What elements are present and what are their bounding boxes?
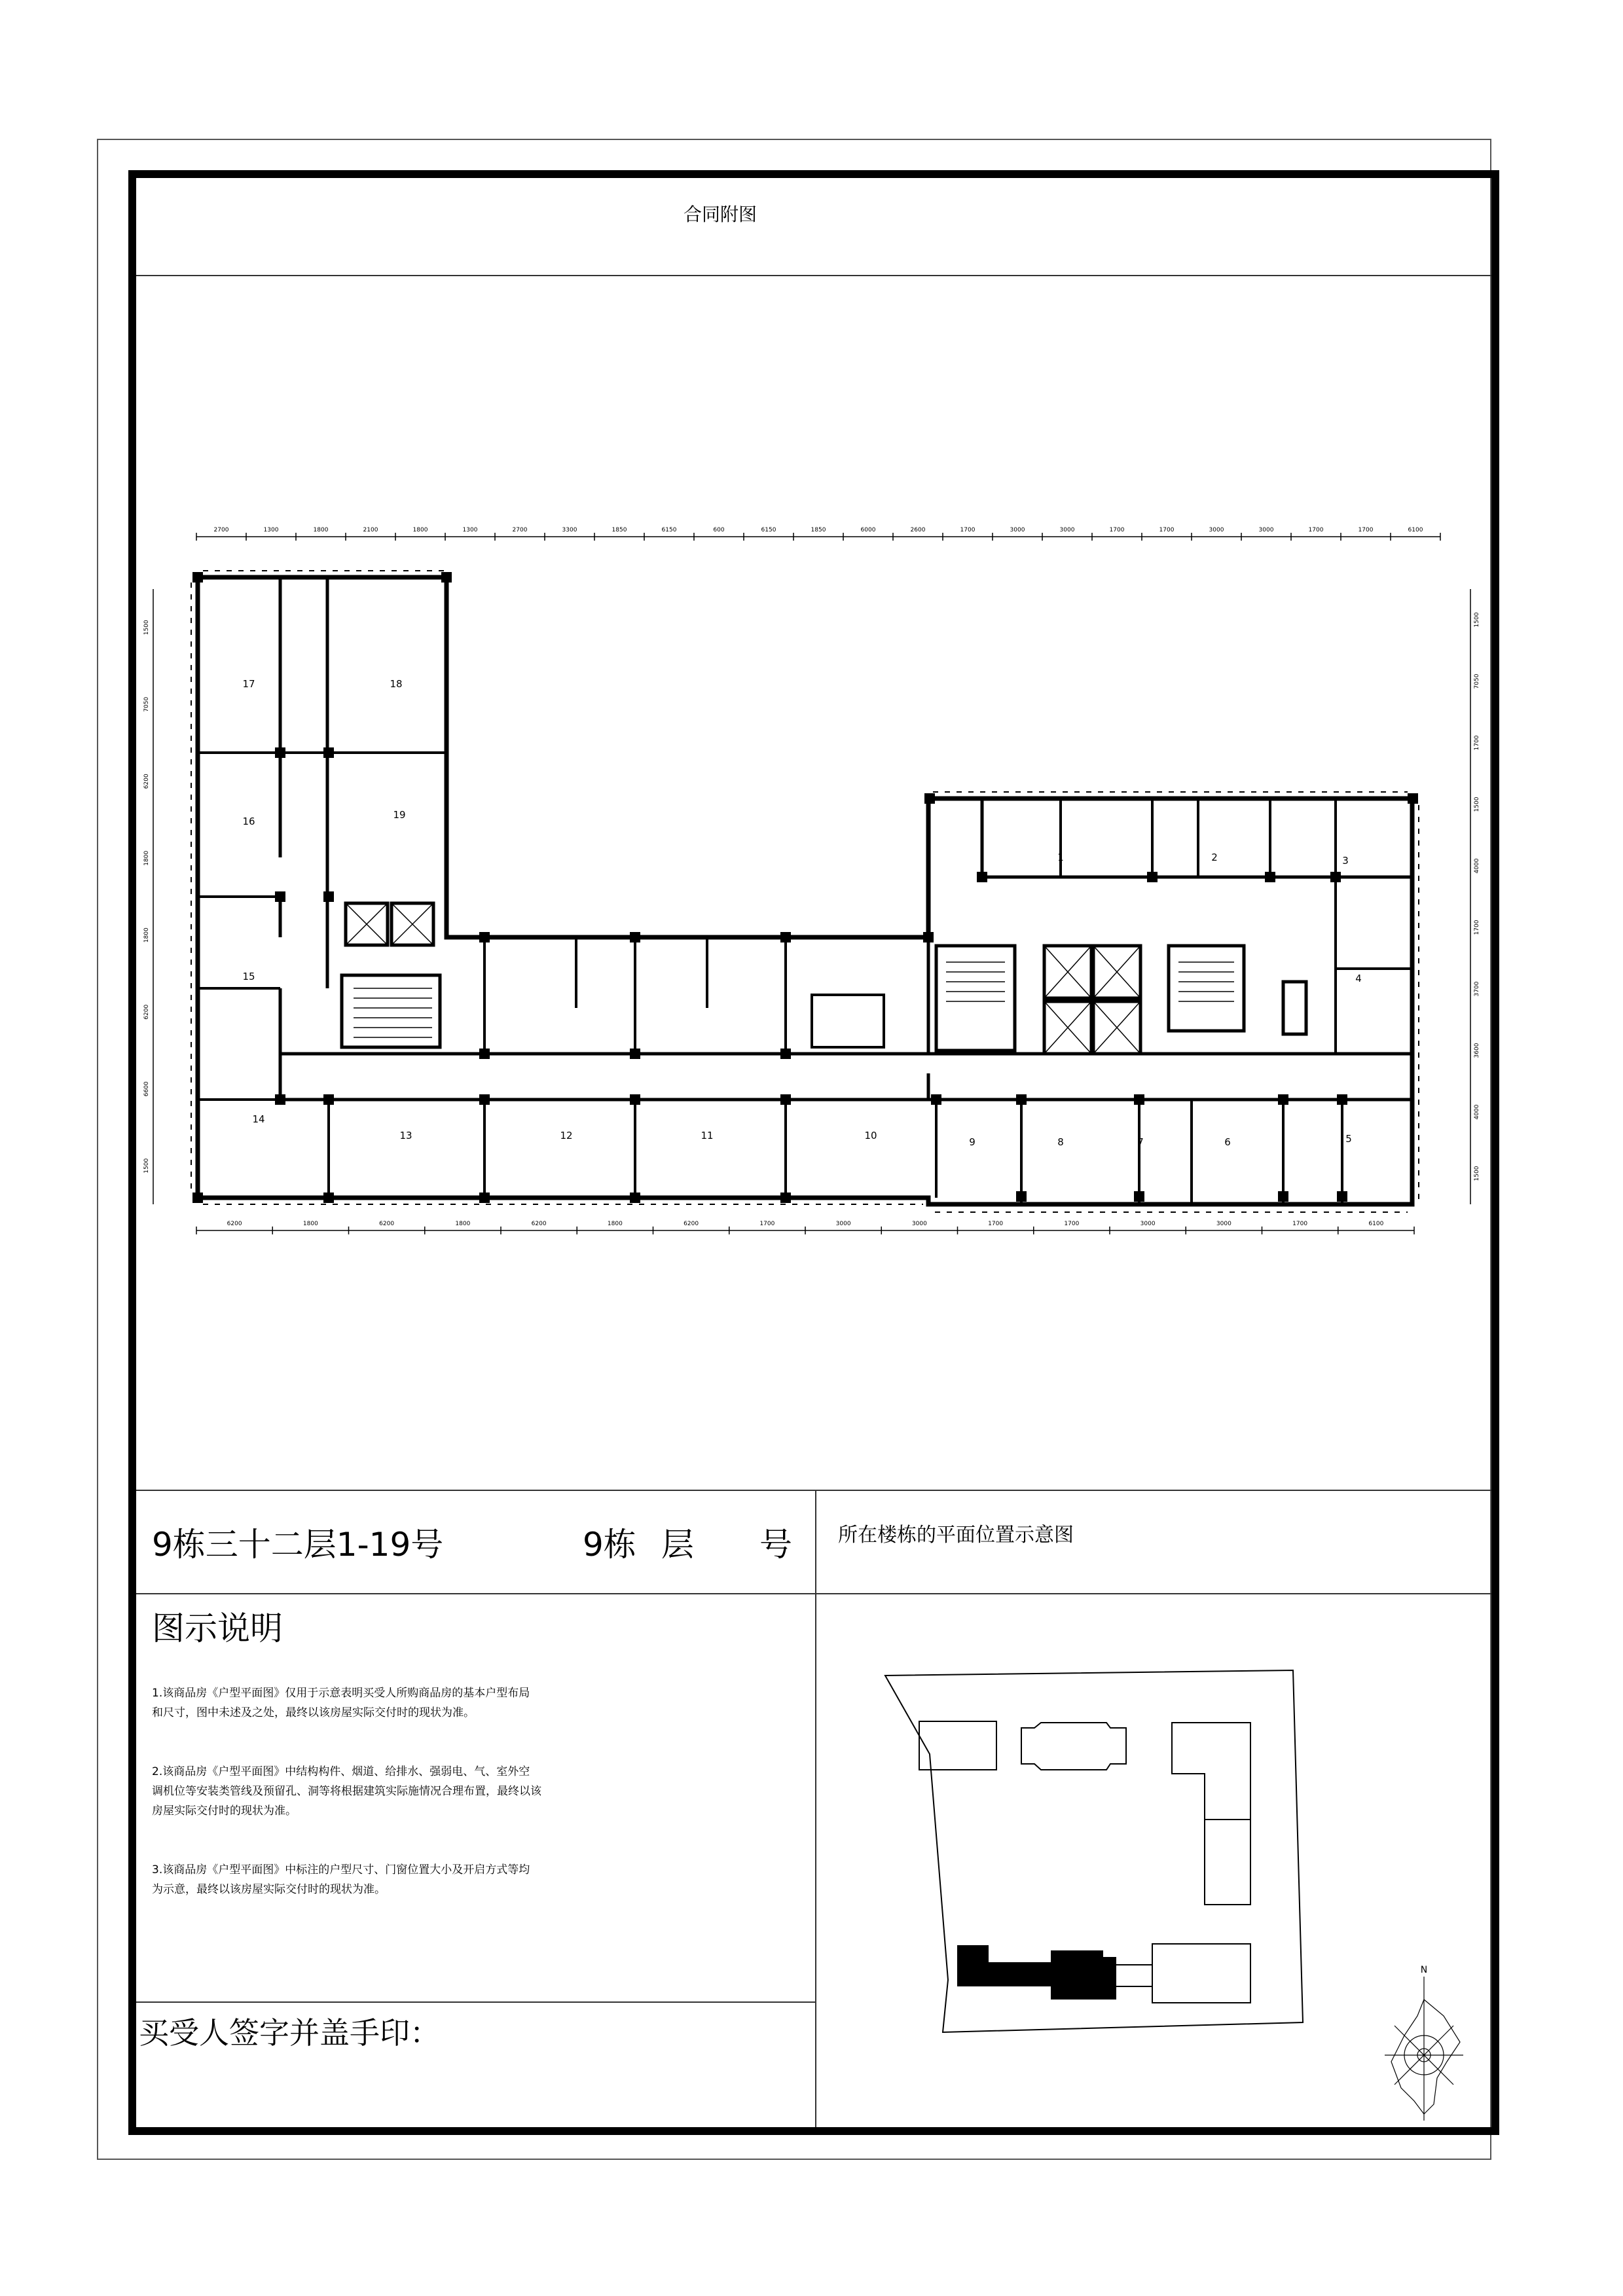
dimension-label: 4000	[1474, 1104, 1480, 1120]
north-label: N	[1420, 1965, 1428, 1975]
dimension-label: 1850	[811, 527, 826, 533]
dimension-label: 6200	[684, 1221, 699, 1227]
notes-block	[152, 1683, 807, 1939]
dimension-label: 1850	[611, 527, 627, 533]
dimension-label: 6200	[379, 1221, 395, 1227]
dimension-label: 3300	[562, 527, 577, 533]
dimension-label: 1300	[263, 527, 279, 533]
dimension-label: 2100	[363, 527, 378, 533]
signature-label: 买受人签字并盖手印：	[139, 2015, 440, 2051]
unit-label: 11	[701, 1130, 714, 1141]
info-column-divider	[815, 1490, 816, 2127]
dimension-label: 3000	[1010, 527, 1025, 533]
header-divider	[136, 275, 1491, 276]
dimension-label: 1500	[1474, 797, 1480, 812]
dimension-label: 3000	[1059, 527, 1075, 533]
note-item	[152, 1683, 807, 1723]
note-item	[152, 1860, 807, 1899]
signature-divider	[136, 2001, 816, 2003]
dimension-label: 6600	[143, 1081, 150, 1097]
north-arrow-icon	[1381, 1964, 1467, 2127]
dimension-label: 3000	[911, 1221, 927, 1227]
dimension-label: 2700	[512, 527, 528, 533]
dimension-label: 6150	[761, 527, 776, 533]
info-mid-divider	[136, 1593, 1491, 1594]
dimension-label: 1500	[143, 1158, 150, 1174]
dimension-label: 6200	[227, 1221, 242, 1227]
dimension-label: 1800	[302, 1221, 318, 1227]
dimension-label: 7050	[143, 696, 150, 712]
dimension-label: 7050	[1474, 673, 1480, 689]
note-line: 调机位等安装类管线及预留孔、洞等将根据建筑实际施情况合理布置，最终以该	[152, 1785, 541, 1798]
dimension-label: 6150	[661, 527, 677, 533]
note-line: 1.该商品房《户型平面图》仅用于示意表明买受人所购商品房的基本户型布局	[152, 1687, 530, 1700]
dimension-label: 1700	[988, 1221, 1004, 1227]
unit-label-text: 9栋三十二层1-19号	[152, 1526, 444, 1564]
dimension-label: 1700	[759, 1221, 775, 1227]
note-line: 2.该商品房《户型平面图》中结构构件、烟道、给排水、强弱电、气、室外空	[152, 1765, 530, 1778]
dimension-label: 3000	[1209, 527, 1224, 533]
unit-label: 12	[560, 1130, 573, 1141]
dimension-label: 4000	[1474, 858, 1480, 874]
dimension-label: 1700	[1159, 527, 1175, 533]
dimension-label: 6200	[531, 1221, 547, 1227]
dimension-label: 1500	[1474, 612, 1480, 628]
unit-label: 14	[252, 1113, 265, 1125]
unit-label: 4	[1355, 973, 1362, 984]
unit-label: 1	[1057, 852, 1064, 863]
dimension-label: 3700	[1474, 981, 1480, 997]
page-title: 合同附图	[683, 204, 757, 225]
unit-label: 6	[1224, 1136, 1231, 1148]
dimension-label: 6200	[143, 1004, 150, 1020]
unit-label: 10	[864, 1130, 877, 1141]
note-line: 为示意，最终以该房屋实际交付时的现状为准。	[152, 1883, 386, 1896]
legend-title: 图示说明	[152, 1609, 283, 1647]
dimension-label: 1700	[1109, 527, 1125, 533]
dimension-label: 6100	[1408, 527, 1423, 533]
dimension-label: 3000	[1258, 527, 1274, 533]
unit-label: 5	[1345, 1133, 1352, 1145]
dimension-label: 1500	[143, 620, 150, 636]
note-line: 3.该商品房《户型平面图》中标注的户型尺寸、门窗位置大小及开启方式等均	[152, 1863, 530, 1876]
unit-label: 2	[1211, 852, 1218, 863]
dimension-label: 1800	[455, 1221, 471, 1227]
note-line: 和尺寸，图中未述及之处，最终以该房屋实际交付时的现状为准。	[152, 1706, 475, 1719]
dimension-label: 1700	[1308, 527, 1324, 533]
dimension-label: 600	[713, 527, 725, 533]
dimension-label: 3600	[1474, 1043, 1480, 1058]
unit-label: 17	[242, 678, 255, 690]
unit-label: 15	[242, 971, 255, 982]
dimension-label: 3000	[1140, 1221, 1156, 1227]
dimension-label: 1700	[1292, 1221, 1308, 1227]
dimension-label: 1800	[412, 527, 428, 533]
unit-label: 9	[969, 1136, 976, 1148]
dimension-label: 1700	[1064, 1221, 1080, 1227]
unit-label: 19	[393, 809, 406, 821]
dimension-label: 1800	[607, 1221, 623, 1227]
note-item	[152, 1762, 807, 1821]
dimension-label: 1800	[143, 927, 150, 943]
unit-label: 3	[1342, 855, 1349, 867]
note-line: 房屋实际交付时的现状为准。	[152, 1804, 297, 1818]
floor-label: 层	[661, 1526, 694, 1564]
dimension-label: 2700	[213, 527, 229, 533]
dimension-label: 1500	[1474, 1166, 1480, 1181]
dimension-label: 1300	[462, 527, 478, 533]
floor-plan	[131, 511, 1493, 1257]
dimension-label: 3000	[835, 1221, 851, 1227]
dimension-label: 1800	[143, 850, 150, 866]
dimension-label: 2600	[910, 527, 926, 533]
unit-label: 18	[390, 678, 403, 690]
dimension-label: 1700	[960, 527, 976, 533]
dimension-label: 1700	[1358, 527, 1374, 533]
dimension-label: 6100	[1368, 1221, 1384, 1227]
unit-label: 8	[1057, 1136, 1064, 1148]
location-label: 所在楼栋的平面位置示意图	[838, 1524, 1074, 1547]
dimension-label: 1700	[1474, 735, 1480, 751]
unit-label: 13	[399, 1130, 412, 1141]
dimension-label: 6200	[143, 774, 150, 789]
unit-label: 16	[242, 816, 255, 827]
unit-label: 7	[1137, 1136, 1144, 1148]
dimension-label: 6000	[860, 527, 876, 533]
site-location-map	[877, 1662, 1467, 2055]
dimension-label: 1800	[313, 527, 329, 533]
dimension-label: 1700	[1474, 920, 1480, 935]
info-top-divider	[136, 1490, 1491, 1491]
number-label: 号	[759, 1526, 792, 1564]
building-label: 9栋	[583, 1526, 636, 1564]
dimension-label: 3000	[1216, 1221, 1231, 1227]
